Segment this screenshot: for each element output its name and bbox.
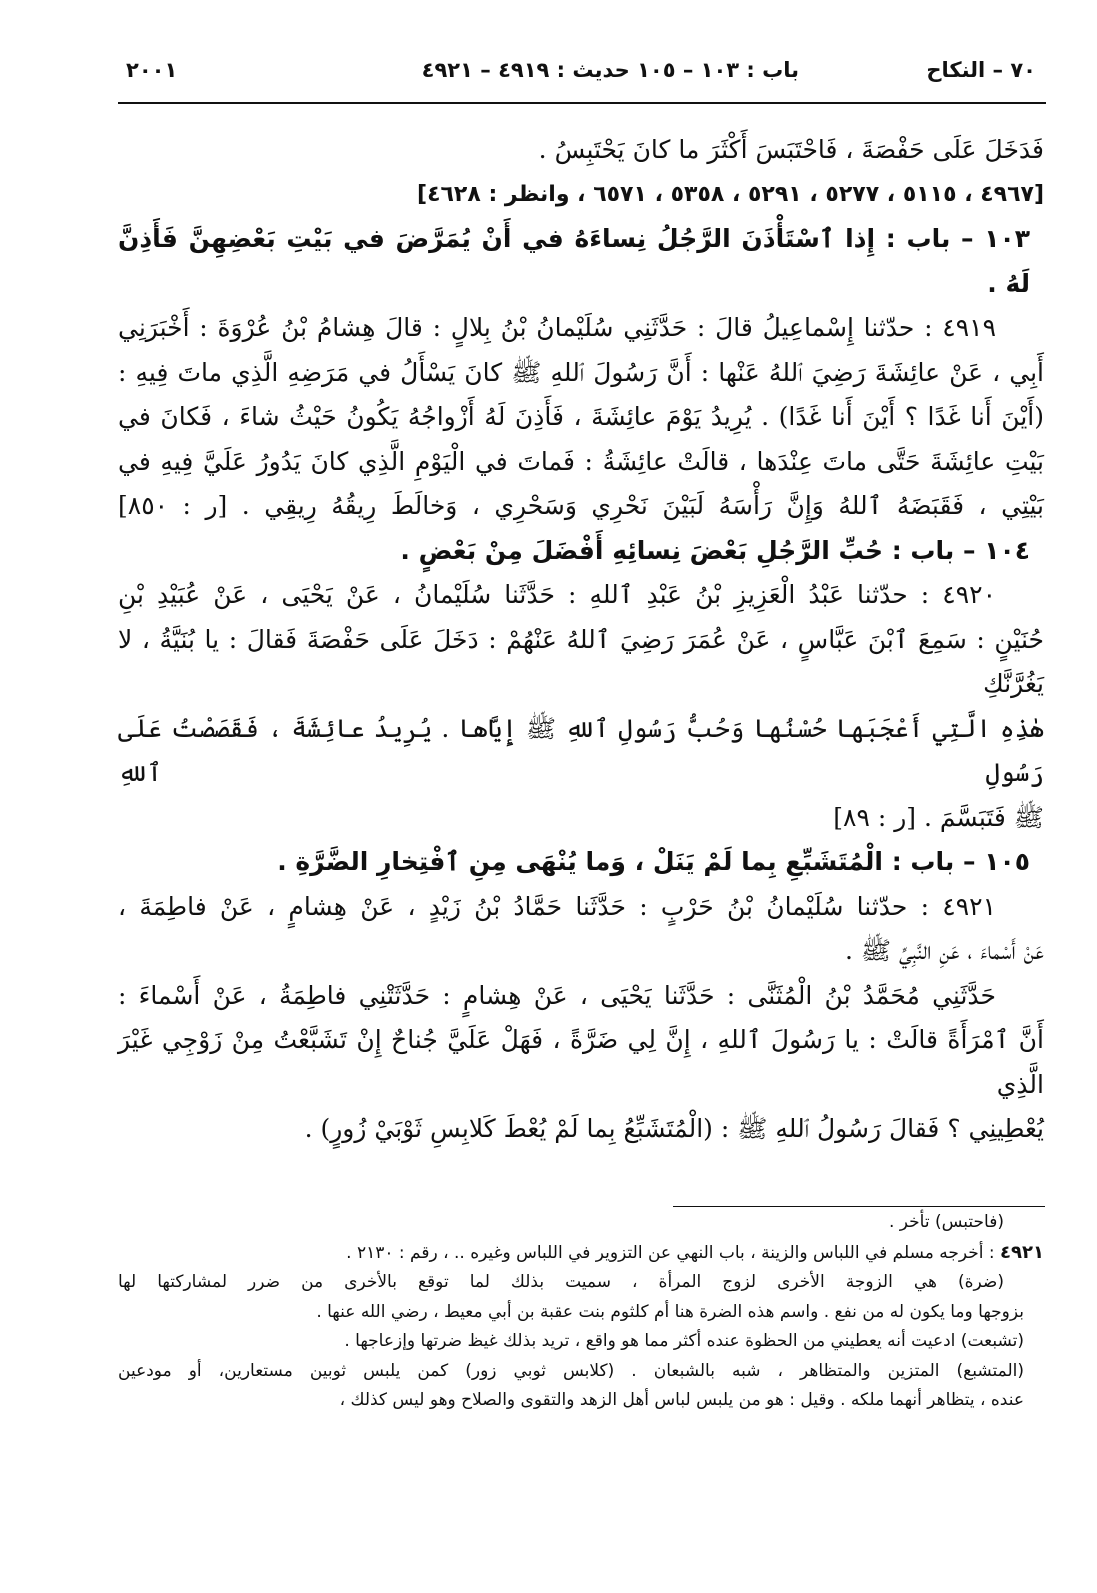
hadith-4919-line-5: بَيْتِي ، فَقَبَضَهُ ٱللهُ وَإِنَّ رَأْسَهُ لَبَيْنَ نَحْرِي وَسَحْرِي ، وَخالَطَ رِيقُهُ رِيقِي . [ر : ٨٥٠] [118,491,1044,520]
hadith-4921-line-2: عَنْ أَسْماءَ ، عَنِ النَّبِيِّ ﷺ . [844,936,1044,965]
hadith-4920-line-3: هٰذِهِ الَّتِي أَعْجَبَها حُسْنُها وَحُبُّ رَسُولِ ٱللهِ ﷺ إِيَّاها . يُرِيدُ عائِشَةَ ، فَقَصَصْتُ عَلَى رَسُولِ ٱللهِ [118,713,1044,787]
footnote-4: (تشبعت) ادعيت أنه يعطيني من الحظوة عنده أكثر مما هو واقع ، تريد بذلك غيظ ضرتها وإزعاجها . [344,1331,1024,1351]
intro-references: [٤٩٦٧ ، ٥١١٥ ، ٥٢٧٧ ، ٥٢٩١ ، ٥٣٥٨ ، ٦٥٧١ ، وانظر : ٤٦٢٨] [417,181,1044,207]
intro-line: فَدَخَلَ عَلَى حَفْصَةَ ، فَاحْتَبَسَ أَكْثَرَ ما كانَ يَحْتَبِسُ . [538,135,1044,164]
hadith-4919-line-1: ٤٩١٩ : حدّثنا إِسْماعِيلُ قالَ : حَدَّثَنِي سُلَيْمانُ بْنُ بِلالٍ : قالَ هِشامُ بْنُ عُرْوَةَ : أَخْبَرَنِي [118,313,996,342]
footnote-2-number: ٤٩٢١ [1000,1241,1044,1263]
hadith-4921b-line-2: أَنَّ ٱمْرَأَةً قالَتْ : يا رَسُولَ ٱللهِ ، إِنَّ لِي ضَرَّةً ، فَهَلْ عَلَيَّ جُناحٌ إِنْ تَشَبَّعْتُ مِنْ زَوْجِي غَيْرَ الَّذِي [118,1025,1044,1099]
hadith-4920-line-2: حُنَيْنٍ : سَمِعَ ٱبْنَ عَبَّاسٍ ، عَنْ عُمَرَ رَضِيَ ٱللهُ عَنْهُمْ : دَخَلَ عَلَى حَفْصَةَ فَقالَ : يا بُنَيَّةُ ، لا يَغُرَّنَّكِ [118,624,1044,698]
hadith-4921b-line-3: يُعْطِينِي ؟ فَقالَ رَسُولُ ٱللهِ ﷺ : (الْمُتَشَبِّعُ بِما لَمْ يُعْطَ كَلابِسِ ثَوْبَيْ زُورٍ) . [304,1114,1044,1143]
chapter-heading-103: ١٠٣ – باب : إِذا ٱسْتَأْذَنَ الرَّجُلُ نِساءَهُ في أَنْ يُمَرَّضَ في بَيْتِ بَعْضِهِنَّ فَأَذِنَّ لَهُ . [118,224,1030,298]
footnote-5-line-1: (المتشبع) المتزين والمتظاهر ، شبه بالشبعان . (كلابس ثوبي زور) كمن يلبس ثوبين مستعارين، أو مودعين [118,1360,1024,1381]
chapter-range: باب : ١٠٣ – ١٠٥ حديث : ٤٩١٩ – ٤٩٢١ [421,58,799,82]
footnote-1: (فاحتبس) تأخر . [888,1212,1004,1232]
hadith-4919-line-3: (أَيْنَ أَنا غَدًا ؟ أَيْنَ أَنا غَدًا) . يُرِيدُ يَوْمَ عائِشَةَ ، فَأَذِنَ لَهُ أَزْواجُهُ يَكُونُ حَيْثُ شاءَ ، فَكانَ في [118,402,1044,431]
hadith-4921-line-1: ٤٩٢١ : حدّثنا سُلَيْمانُ بْنُ حَرْبٍ : حَدَّثَنا حَمَّادُ بْنُ زَيْدٍ ، عَنْ هِشامٍ ، عَنْ فاطِمَةَ ، [118,891,996,921]
hadith-4920-line-4: ﷺ فَتَبَسَّمَ . [ر : ٨٩] [833,802,1044,832]
footnote-3-line-2: بزوجها وما يكون له من نفع . واسم هذه الضرة هنا أم كلثوم بنت عقبة بن أبي معيط ، رضي الله عنها . [316,1301,1024,1322]
footnote-divider [673,1206,1045,1207]
main-text [118,128,1044,1152]
running-header [118,52,1044,96]
footnote-2 [118,1238,1044,1269]
hadith-4921b-line-1: حَدَّثَنِي مُحَمَّدُ بْنُ الْمُثَنَّى : حَدَّثَنا يَحْيَى ، عَنْ هِشامٍ : حَدَّثَتْنِي فاطِمَةُ ، عَنْ أَسْماءَ : [118,980,996,1010]
chapter-heading-104: ١٠٤ – باب : حُبِّ الرَّجُلِ بَعْضَ نِسائِهِ أَفْضَلَ مِنْ بَعْضٍ . [400,535,1030,565]
header-divider [118,102,1046,104]
footnote-3-line-1: (ضرة) هي الزوجة الأخرى لزوج المرأة ، سميت بذلك لما توقع بالأخرى من ضرر لمشاركتها لها [118,1272,1004,1292]
hadith-4919-line-4: بَيْتِ عائِشَةَ حَتَّى ماتَ عِنْدَها ، قالَتْ عائِشَةُ : فَماتَ في الْيَوْمِ الَّذِي كانَ يَدُورُ عَلَيَّ فِيهِ في [118,446,1044,476]
footnote-2-text: : أخرجه مسلم في اللباس والزينة ، باب النهي عن التزوير في اللباس وغيره .. ، رقم : ٢١٣٠ . [346,1242,995,1263]
footnotes [118,1208,1044,1416]
footnote-5-line-2: عنده ، يتظاهر أنهما ملكه . وقيل : هو من يلبس لباس أهل الزهد والتقوى والصلاح وهو ليس كذلك ، [339,1390,1024,1410]
page-number: ٢٠٠١ [126,58,178,82]
chapter-heading-105: ١٠٥ – باب : الْمُتَشَبِّعِ بِما لَمْ يَنَلْ ، وَما يُنْهَى مِنِ ٱفْتِخارِ الضَّرَّةِ . [277,847,1030,876]
hadith-4920-line-1: ٤٩٢٠ : حدّثنا عَبْدُ الْعَزِيزِ بْنُ عَبْدِ ٱللهِ : حَدَّثَنا سُلَيْمانُ ، عَنْ يَحْيَى ، عَنْ عُبَيْدِ بْنِ [118,580,996,609]
chapter-title: ٧٠ – النكاح [926,58,1036,82]
hadith-4919-line-2: أَبِي ، عَنْ عائِشَةَ رَضِيَ ٱللهُ عَنْها : أَنَّ رَسُولَ ٱللهِ ﷺ كانَ يَسْأَلُ في مَرَضِهِ الَّذِي ماتَ فِيهِ : [118,357,1044,387]
